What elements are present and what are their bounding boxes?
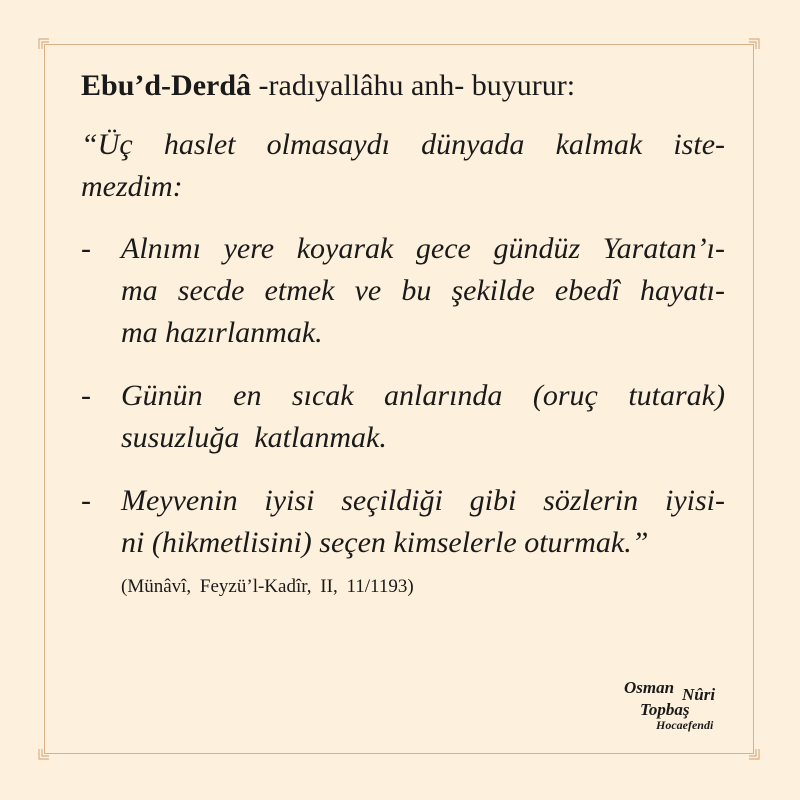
list-item-line: ni (hikmetlisini) seçen kimselerle oturmak.” xyxy=(121,526,649,559)
list-item-line: ma secde etmek ve bu şekilde ebedî hayatı- xyxy=(121,274,725,307)
list-item-text xyxy=(121,480,725,564)
list-item xyxy=(81,375,725,459)
list-item xyxy=(81,228,725,354)
list-item-line: Meyvenin iyisi seçildiği gibi sözlerin iyisi- xyxy=(121,484,725,517)
list-item-line: susuzluğa katlanmak. xyxy=(121,421,387,454)
heading-rest: -radıyallâhu anh- buyurur: xyxy=(251,69,576,102)
list-dash: - xyxy=(81,232,91,265)
list-item-text xyxy=(121,375,725,459)
signature-second-name: Nûri xyxy=(682,685,716,704)
list-item-line: Alnımı yere koyarak gece gündüz Yaratan’ı- xyxy=(121,232,725,265)
corner-ornament-top-left xyxy=(38,38,50,50)
quote-intro xyxy=(81,124,725,208)
signature-title: Hocaefendi xyxy=(656,718,714,732)
signature-first-name: Osman xyxy=(624,678,675,697)
corner-ornament-top-right xyxy=(748,38,760,50)
corner-ornament-bottom-left xyxy=(38,748,50,760)
narrator-name: Ebu’d-Derdâ xyxy=(81,69,252,102)
list-dash: - xyxy=(81,484,91,517)
quote-heading xyxy=(81,66,725,106)
intro-line-1: “Üç haslet olmasaydı dünyada kalmak iste- xyxy=(81,128,725,161)
author-signature xyxy=(614,678,724,744)
list-item xyxy=(81,480,725,564)
list-item-line: ma hazırlanmak. xyxy=(121,316,323,349)
list-dash: - xyxy=(81,379,91,412)
signature-surname: Topbaş xyxy=(640,700,690,719)
list-item-text xyxy=(121,228,725,354)
quote-content xyxy=(81,66,725,599)
list-item-line: Günün en sıcak anlarında (oruç tutarak) xyxy=(121,379,725,412)
intro-line-2: mezdim: xyxy=(81,170,183,203)
source-citation: (Münâvî, Feyzü’l-Kadîr, II, 11/1193) xyxy=(121,576,414,597)
corner-ornament-bottom-right xyxy=(748,748,760,760)
